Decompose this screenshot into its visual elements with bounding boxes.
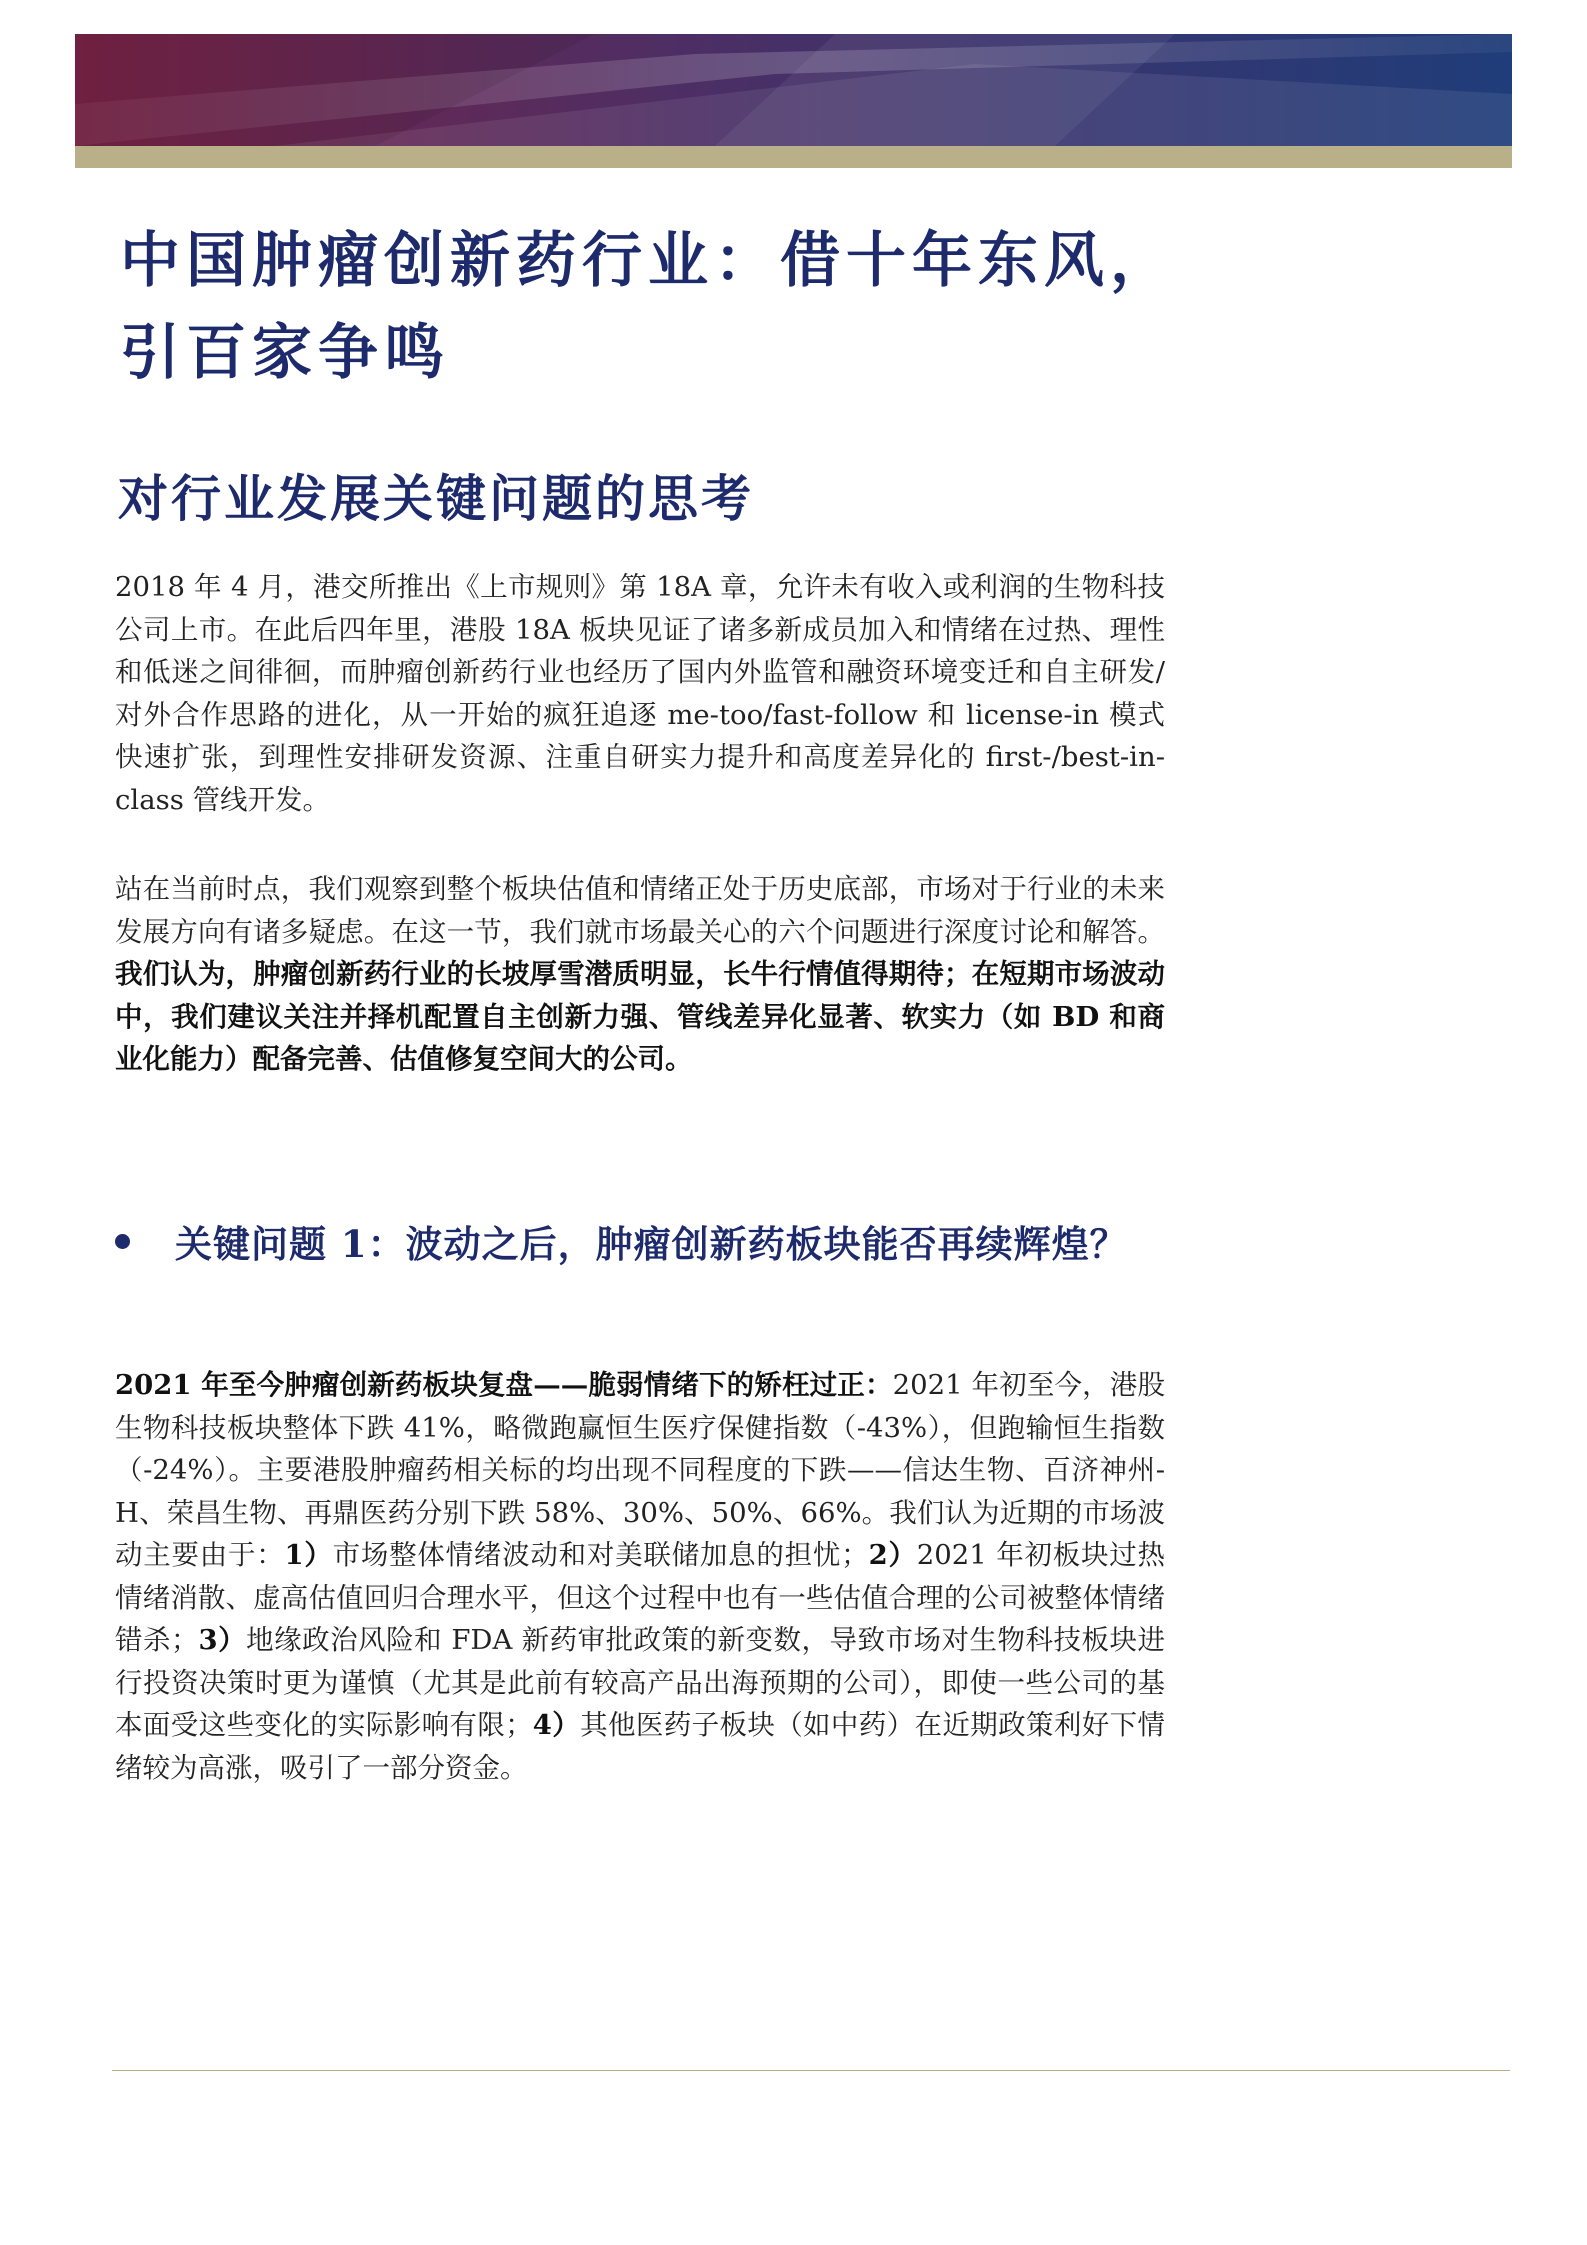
paragraph-review-part-c: 2021 年初板块过热情绪消散、虚高估值回归合理水平，但这个过程中也有一些估值合理的公司被整体情绪错杀；	[115, 1539, 1166, 1656]
paragraph-view	[115, 868, 1165, 1081]
footer-rule	[112, 2070, 1510, 2071]
key-question-text: 关键问题 1：波动之后，肿瘤创新药板块能否再续辉煌？	[175, 1222, 1128, 1266]
paragraph-view-plain: 站在当前时点，我们观察到整个板块估值和情绪正处于历史底部，市场对于行业的未来发展方向有诸多疑虑。在这一节，我们就市场最关心的六个问题进行深度讨论和解答。	[115, 873, 1165, 948]
reason-number-3: 3）	[198, 1624, 247, 1656]
paragraph-review-part-d: 地缘政治风险和 FDA 新药审批政策的新变数，导致市场对生物科技板块进行投资决策时更为谨慎（尤其是此前有较高产品出海预期的公司），即使一些公司的基本面受这些变化的实际影响有限；	[115, 1624, 1165, 1741]
paragraph-intro: 2018 年 4 月，港交所推出《上市规则》第 18A 章，允许未有收入或利润的生物科技公司上市。在此后四年里，港股 18A 板块见证了诸多新成员加入和情绪在过热、理性和低迷之间徘徊，而肿瘤创新药行业也经历了国内外监管和融资环境变迁和自主研发/对外合作思路的进化，从一开始的疯狂追逐 me-too/fast-follow 和 license-in 模式快速扩张，到理性安排研发资源、注重自研实力提升和高度差异化的 first-/best-in-class 管线开发。	[115, 571, 1165, 816]
section-heading: 对行业发展关键问题的思考	[118, 469, 754, 528]
report-title-line-1: 中国肿瘤创新药行业：借十年东风，	[120, 226, 1176, 296]
paragraph-review	[115, 1364, 1165, 1789]
key-question-1	[115, 1210, 1175, 1278]
reason-number-1: 1）	[284, 1539, 333, 1571]
header-rule	[75, 146, 1512, 168]
paragraph-view-bold: 我们认为，肿瘤创新药行业的长坡厚雪潜质明显，长牛行情值得期待；在短期市场波动中，我们建议关注并择机配置自主创新力强、管线差异化显著、软实力（如 BD 和商业化能力）配备完善、估值修复空间大的公司。	[115, 958, 1165, 1075]
reason-number-2: 2）	[868, 1539, 917, 1571]
header-banner-graphic	[75, 34, 1512, 146]
paragraph-review-part-b: 市场整体情绪波动和对美联储加息的担忧；	[332, 1539, 869, 1571]
report-title-line-2: 引百家争鸣	[120, 318, 450, 388]
paragraph-review-part-e: 其他医药子板块（如中药）在近期政策利好下情绪较为高涨，吸引了一部分资金。	[115, 1709, 1166, 1784]
header-banner	[75, 34, 1512, 146]
paragraph-review-part-a: 2021 年初至今，港股生物科技板块整体下跌 41%，略微跑赢恒生医疗保健指数（-43%），但跑输恒生指数（-24%）。主要港股肿瘤药相关标的均出现不同程度的下跌——信达生物、百济神州-H、荣昌生物、再鼎医药分别下跌 58%、30%、50%、66%。我们认为近期的市场波动主要由于：	[115, 1369, 1165, 1571]
bullet-icon	[115, 1234, 130, 1249]
paragraph-review-lead: 2021 年至今肿瘤创新药板块复盘——脆弱情绪下的矫枉过正：	[115, 1369, 893, 1401]
reason-number-4: 4）	[532, 1709, 581, 1741]
